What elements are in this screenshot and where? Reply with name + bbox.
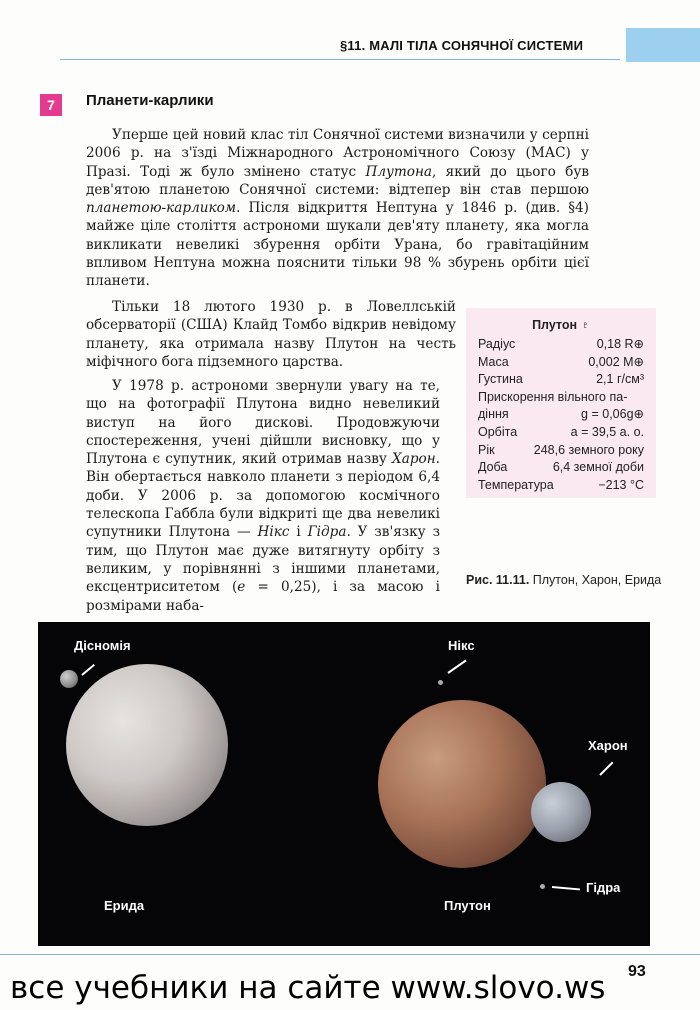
info-box-title: Плутон ♇ — [532, 318, 590, 332]
info-value: 2,1 г/см³ — [596, 372, 644, 387]
figure-pluto-charon-eris — [38, 622, 650, 946]
eris-image — [66, 664, 228, 826]
info-label: Рік — [478, 442, 495, 457]
info-label: Радіус — [478, 337, 516, 351]
pluto-image — [378, 700, 546, 868]
info-row — [466, 459, 656, 477]
info-row — [466, 424, 656, 442]
info-value: −213 °C — [598, 477, 644, 492]
paragraph-2: Тільки 18 лютого 1930 р. в Ловеллській обсерваторії (США) Клайд Томбо відкрив невідому планету, яка отримала назву Плутон на честь міфічного бога підземного царства. — [86, 299, 456, 370]
page-number: 93 — [628, 963, 646, 980]
p3-italic-hydra: Гідра — [307, 524, 347, 541]
info-value: g = 0,06g⊕ — [581, 407, 644, 422]
pointer-charon — [599, 762, 613, 776]
p3-text-4: . У зв'язку з тим, що Плутон має дуже витягнуту орбіту з великим, у порівнянні з іншими планетами, ексцентриситетом ( — [86, 524, 440, 596]
info-row — [466, 442, 656, 460]
hydra-image — [540, 884, 545, 889]
info-value: 248,6 земного року — [533, 442, 644, 457]
p3-text-3: і — [289, 524, 308, 541]
pointer-nix — [447, 660, 466, 674]
p3-text-1: У 1978 р. астрономи звернули увагу на те, що на фотографії Плутона видно невеликий виступ на його дискові. Продовжуючи спостереження, учені дійшли висновку, що у Плутона є супутник, який отримав назву — [86, 378, 440, 468]
label-pluto: Плутон — [444, 898, 491, 913]
paragraph-1 — [86, 126, 589, 291]
footer-rule — [0, 954, 700, 955]
header-rule — [60, 59, 620, 60]
caption-text: Плутон, Харон, Ерида — [532, 573, 662, 587]
p1-text-2: , який до цього був дев'ятою планетою Сонячної системи: відтепер він став першою — [86, 163, 589, 198]
p3-italic-charon: Харон — [392, 451, 436, 468]
info-value: 0,002 M⊕ — [588, 354, 644, 369]
label-dysnomia: Дісномія — [74, 638, 131, 653]
p3-text-2: . Він обертається навколо планети з періодом 6,4 доби. У 2006 р. за допомогою космічного телескопа Габбла були відкриті ще два невеликі супутники Плутона — — [86, 451, 440, 541]
info-row — [466, 371, 656, 389]
section-number-badge: 7 — [40, 94, 62, 116]
figure-caption — [466, 572, 666, 589]
info-row — [466, 477, 656, 495]
p3-text-5: = 0,25), і за масою і розмірами наба- — [86, 579, 441, 614]
label-nix: Нікс — [448, 638, 475, 653]
charon-image — [531, 782, 591, 842]
info-value: 0,18 R⊕ — [596, 337, 644, 351]
label-eris: Ерида — [104, 898, 145, 913]
p1-italic-dwarf-planet: планетою-карликом — [86, 200, 237, 217]
info-value: a = 39,5 а. о. — [570, 424, 644, 439]
site-banner: все учебники на сайте www.slovo.ws — [10, 970, 606, 1006]
pluto-info-box — [466, 308, 656, 498]
info-label: Орбіта — [478, 424, 518, 439]
nix-image — [438, 680, 443, 685]
section-title: Планети-карлики — [86, 92, 214, 109]
header-color-tab — [626, 28, 700, 62]
pointer-hydra — [552, 886, 580, 890]
paragraph-3 — [86, 377, 440, 615]
p3-italic-nix: Нікс — [257, 524, 290, 541]
info-row — [466, 406, 656, 424]
label-charon: Харон — [588, 738, 628, 753]
info-row — [466, 336, 656, 354]
p1-italic-pluto: Плутона — [365, 163, 432, 180]
p1-text-3: . Після відкриття Нептуна у 1846 р. (див. §4) майже ціле століття астрономи шукали дев'яту планету, яка могла викликати невеликі збурення орбіти Урана, бо гравітаційним впливом Нептуна можна пояснити тільки 98 % збурень орбіти цієї планети. — [86, 200, 589, 290]
header-title: §11. МАЛІ ТІЛА СОНЯЧНОЇ СИСТЕМИ — [340, 38, 584, 53]
info-value: 6,4 земної доби — [552, 460, 644, 475]
info-label: діння — [478, 407, 509, 422]
dysnomia-image — [60, 670, 78, 688]
p3-italic-e: e — [237, 579, 246, 596]
label-hydra: Гідра — [586, 880, 621, 895]
pointer-dysnomia — [81, 664, 95, 676]
info-row — [466, 389, 656, 407]
info-label: Доба — [478, 460, 508, 475]
info-label: Температура — [478, 477, 554, 492]
caption-label: Рис. 11.11. — [466, 573, 530, 587]
info-row — [466, 354, 656, 372]
info-label: Маса — [478, 354, 509, 369]
info-label: Прискорення вільного па- — [478, 389, 628, 404]
p1-text-1: Уперше цей новий клас тіл Сонячної системи визначили у серпні 2006 р. на з'їзді Міжнародного Астрономічного Союзу (МАС) у Празі. Тоді ж було змінено статус — [86, 127, 589, 180]
info-label: Густина — [478, 372, 523, 387]
